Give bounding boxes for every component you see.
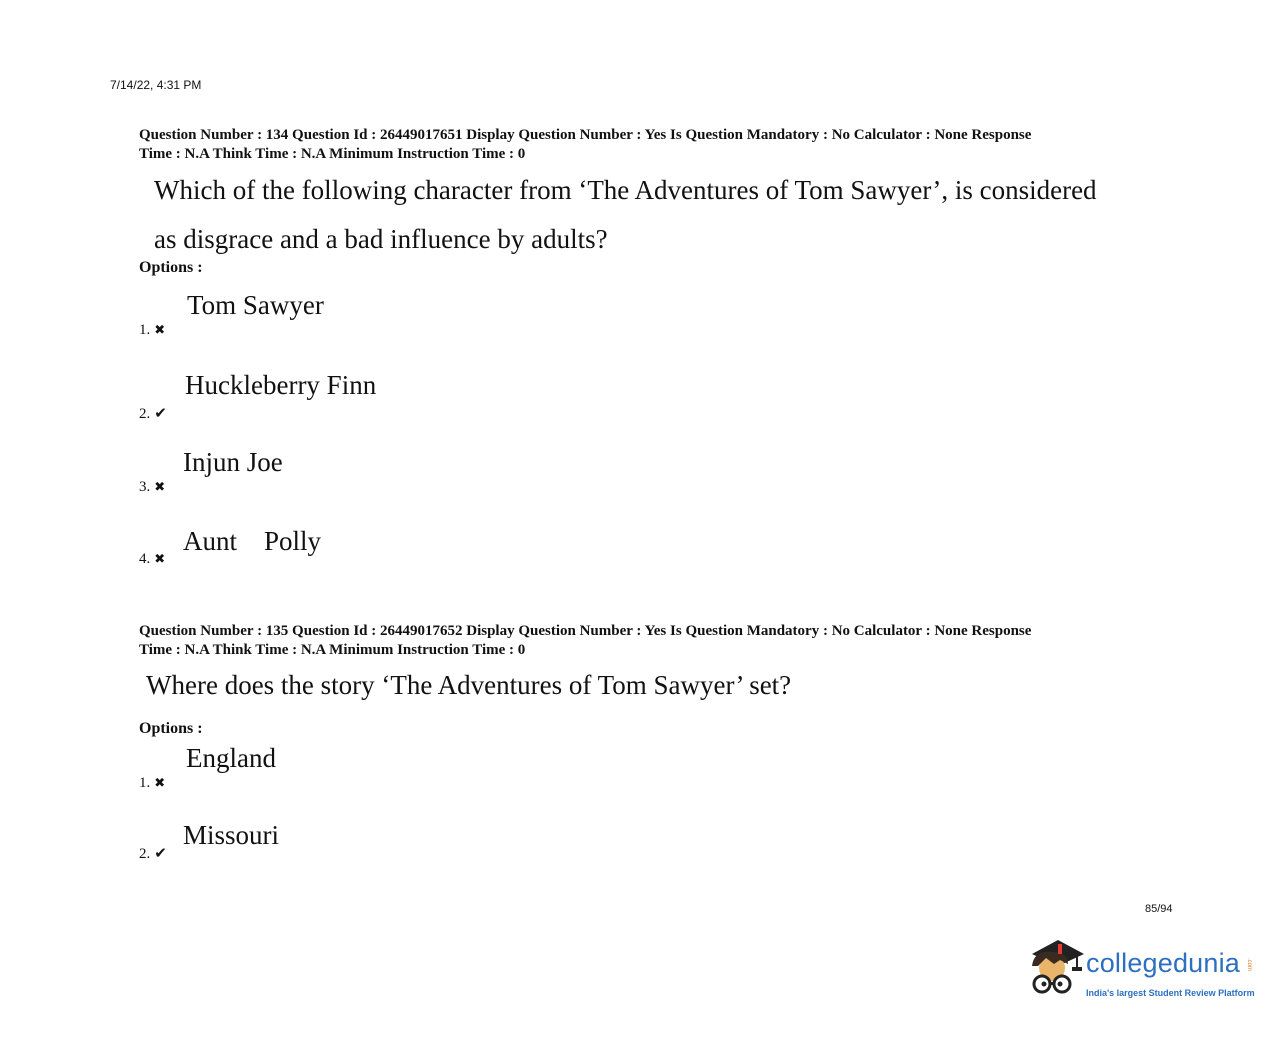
option-number-label: 4. <box>139 551 151 567</box>
page-number: 85/94 <box>1145 903 1173 915</box>
cross-icon: ✖ <box>154 322 166 337</box>
question-text <box>154 166 1097 264</box>
option-number-label: 3. <box>139 479 151 495</box>
logo-wordmark: collegedunia <box>1086 948 1241 978</box>
question-meta-line1: Question Number : 134 Question Id : 26449017651 Display Question Number : Yes Is Question Mandatory : No Calculator : None Response <box>139 127 1032 143</box>
logo-tagline: India's largest Student Review Platform <box>1086 988 1255 998</box>
cross-icon: ✖ <box>154 775 166 790</box>
question-meta-line2: Time : N.A Think Time : N.A Minimum Instruction Time : 0 <box>139 642 526 658</box>
cross-icon: ✖ <box>154 551 166 566</box>
option-text: England <box>186 743 276 773</box>
collegedunia-logo <box>1024 938 1264 1010</box>
question-text-line1: Which of the following character from ‘The Adventures of Tom Sawyer’, is considered <box>154 175 1097 205</box>
cross-icon: ✖ <box>154 479 166 494</box>
option-number-label: 2. <box>139 406 151 422</box>
question-meta-line1: Question Number : 135 Question Id : 26449017652 Display Question Number : Yes Is Question Mandatory : No Calculator : None Response <box>139 623 1032 639</box>
question-meta <box>139 126 1149 164</box>
question-text-line1: Where does the story ‘The Adventures of Tom Sawyer’ set? <box>146 670 792 700</box>
options-label: Options : <box>139 259 203 276</box>
option-number-label: 2. <box>139 846 151 862</box>
option-number <box>139 404 172 423</box>
option-text: Injun Joe <box>183 447 283 477</box>
check-icon: ✔ <box>154 406 167 422</box>
option-text: Missouri <box>183 820 280 850</box>
option-number <box>139 551 172 568</box>
option-number-label: 1. <box>139 322 151 338</box>
question-text <box>146 661 791 710</box>
options-label: Options : <box>139 720 203 737</box>
option-number <box>139 844 172 863</box>
logo-suffix: .com <box>1246 958 1252 972</box>
question-meta-line2: Time : N.A Think Time : N.A Minimum Instruction Time : 0 <box>139 146 526 162</box>
option-number <box>139 775 172 792</box>
option-number <box>139 322 172 339</box>
print-timestamp: 7/14/22, 4:31 PM <box>110 78 202 92</box>
mascot-icon <box>1024 938 1084 1010</box>
check-icon: ✔ <box>154 846 167 862</box>
option-number-label: 1. <box>139 775 151 791</box>
question-text-line2: as disgrace and a bad influence by adults? <box>154 224 608 254</box>
question-meta <box>139 622 1149 660</box>
option-text: Aunt Polly <box>183 526 322 556</box>
option-number <box>139 479 172 496</box>
option-text: Tom Sawyer <box>187 290 324 320</box>
option-text: Huckleberry Finn <box>185 370 377 400</box>
